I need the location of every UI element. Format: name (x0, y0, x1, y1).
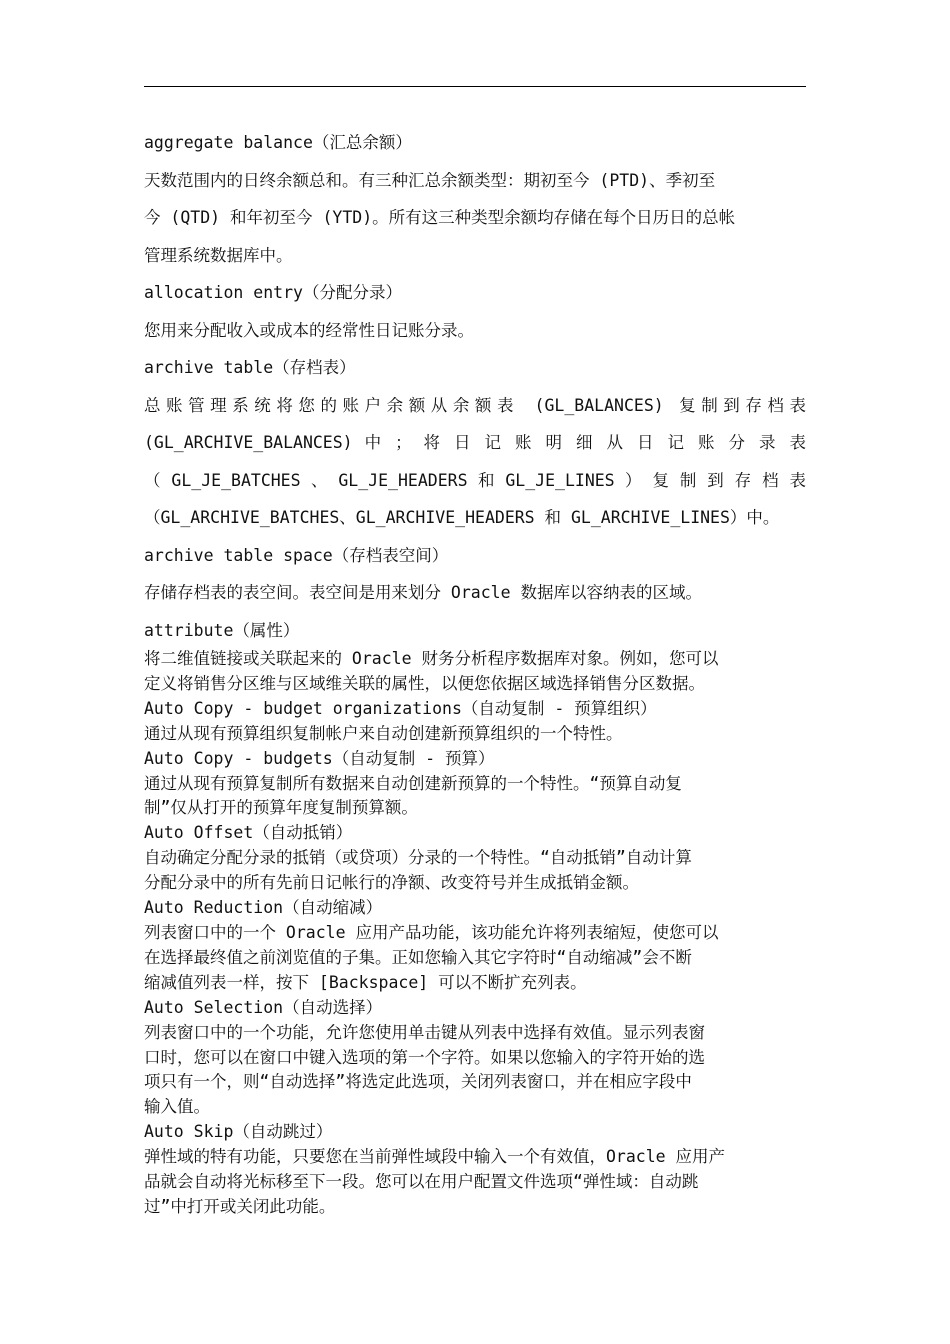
glossary-definition-line: 口时，您可以在窗口中键入选项的第一个字符。如果以您输入的字符开始的选 (144, 1047, 705, 1067)
glossary-term: attribute（属性） (144, 620, 300, 640)
glossary-definition-line: 存储存档表的表空间。表空间是用来划分 Oracle 数据库以容纳表的区域。 (144, 583, 702, 602)
header-rule (144, 86, 806, 87)
glossary-definition-line: 您用来分配收入或成本的经常性日记账分录。 (144, 320, 474, 340)
glossary-section-spaced (144, 124, 806, 649)
glossary-definition-line: 今 (QTD) 和年初至今 (YTD)。所有这三种类型余额均存储在每个日历日的总帐 (144, 208, 736, 227)
glossary-definition-line: 品就会自动将光标移至下一段。您可以在用户配置文件选项“弹性域：自动跳 (144, 1172, 699, 1192)
glossary-definition-line: 输入值。 (144, 1097, 210, 1117)
glossary-definition-line: 过”中打开或关闭此功能。 (144, 1196, 336, 1216)
glossary-definition-line: （ GL_JE_BATCHES 、 GL_JE_HEADERS 和 GL_JE_LINES ） 复 制 到 存 档 表 (144, 470, 806, 490)
glossary-definition-line: 列表窗口中的一个 Oracle 应用产品功能，该功能允许将列表缩短，使您可以 (144, 922, 719, 942)
glossary-term: aggregate balance（汇总余额） (144, 133, 412, 152)
glossary-term: Auto Copy - budget organizations（自动复制 - 预算组织） (144, 698, 657, 718)
glossary-definition-line: 定义将销售分区维与区域维关联的属性，以便您依据区域选择销售分区数据。 (144, 673, 705, 693)
glossary-term: allocation entry（分配分录） (144, 283, 402, 302)
glossary-term: Auto Copy - budgets（自动复制 - 预算） (144, 748, 495, 768)
glossary-section-compact (144, 647, 806, 1220)
glossary-definition-line: 项只有一个，则“自动选择”将选定此选项，关闭列表窗口，并在相应字段中 (144, 1072, 692, 1092)
glossary-term: archive table（存档表） (144, 358, 356, 377)
glossary-definition-line: 制”仅从打开的预算年度复制预算额。 (144, 798, 418, 818)
glossary-definition-line: (GL_ARCHIVE_BALANCES) 中 ； 将 日 记 账 明 细 从 日 记 账 分 录 表 (144, 433, 806, 452)
glossary-term: Auto Reduction（自动缩减） (144, 898, 383, 918)
glossary-definition-line: 天数范围内的日终余额总和。有三种汇总余额类型：期初至今 (PTD)、季初至 (144, 170, 716, 190)
glossary-definition-line: 管理系统数据库中。 (144, 245, 293, 265)
glossary-definition-line: （GL_ARCHIVE_BATCHES、GL_ARCHIVE_HEADERS 和 GL_ARCHIVE_LINES）中。 (144, 508, 780, 527)
glossary-term: Auto Selection（自动选择） (144, 997, 383, 1017)
glossary-definition-line: 将二维值链接或关联起来的 Oracle 财务分析程序数据库对象。例如，您可以 (144, 649, 719, 668)
glossary-definition-line: 在选择最终值之前浏览值的子集。正如您输入其它字符时“自动缩减”会不断 (144, 947, 692, 967)
glossary-term: archive table space（存档表空间） (144, 545, 449, 565)
glossary-definition-line: 分配分录中的所有先前日记帐行的净额、改变符号并生成抵销金额。 (144, 873, 639, 893)
glossary-definition-line: 列表窗口中的一个功能，允许您使用单击键从列表中选择有效值。显示列表窗 (144, 1022, 705, 1042)
glossary-definition-line: 总账管理系统将您的账户余额从余额表 (GL_BALANCES) 复制到存档表 (144, 395, 806, 415)
glossary-definition-line: 弹性域的特有功能，只要您在当前弹性域段中输入一个有效值，Oracle 应用产 (144, 1147, 726, 1167)
glossary-definition-line: 自动确定分配分录的抵销（或贷项）分录的一个特性。“自动抵销”自动计算 (144, 848, 692, 868)
glossary-definition-line: 缩减值列表一样，按下 [Backspace] 可以不断扩充列表。 (144, 972, 587, 992)
glossary-definition-line: 通过从现有预算组织复制帐户来自动创建新预算组织的一个特性。 (144, 723, 623, 743)
glossary-definition-line: 通过从现有预算复制所有数据来自动创建新预算的一个特性。“预算自动复 (144, 773, 682, 793)
glossary-term: Auto Skip（自动跳过） (144, 1122, 333, 1142)
glossary-term: Auto Offset（自动抵销） (144, 823, 353, 843)
